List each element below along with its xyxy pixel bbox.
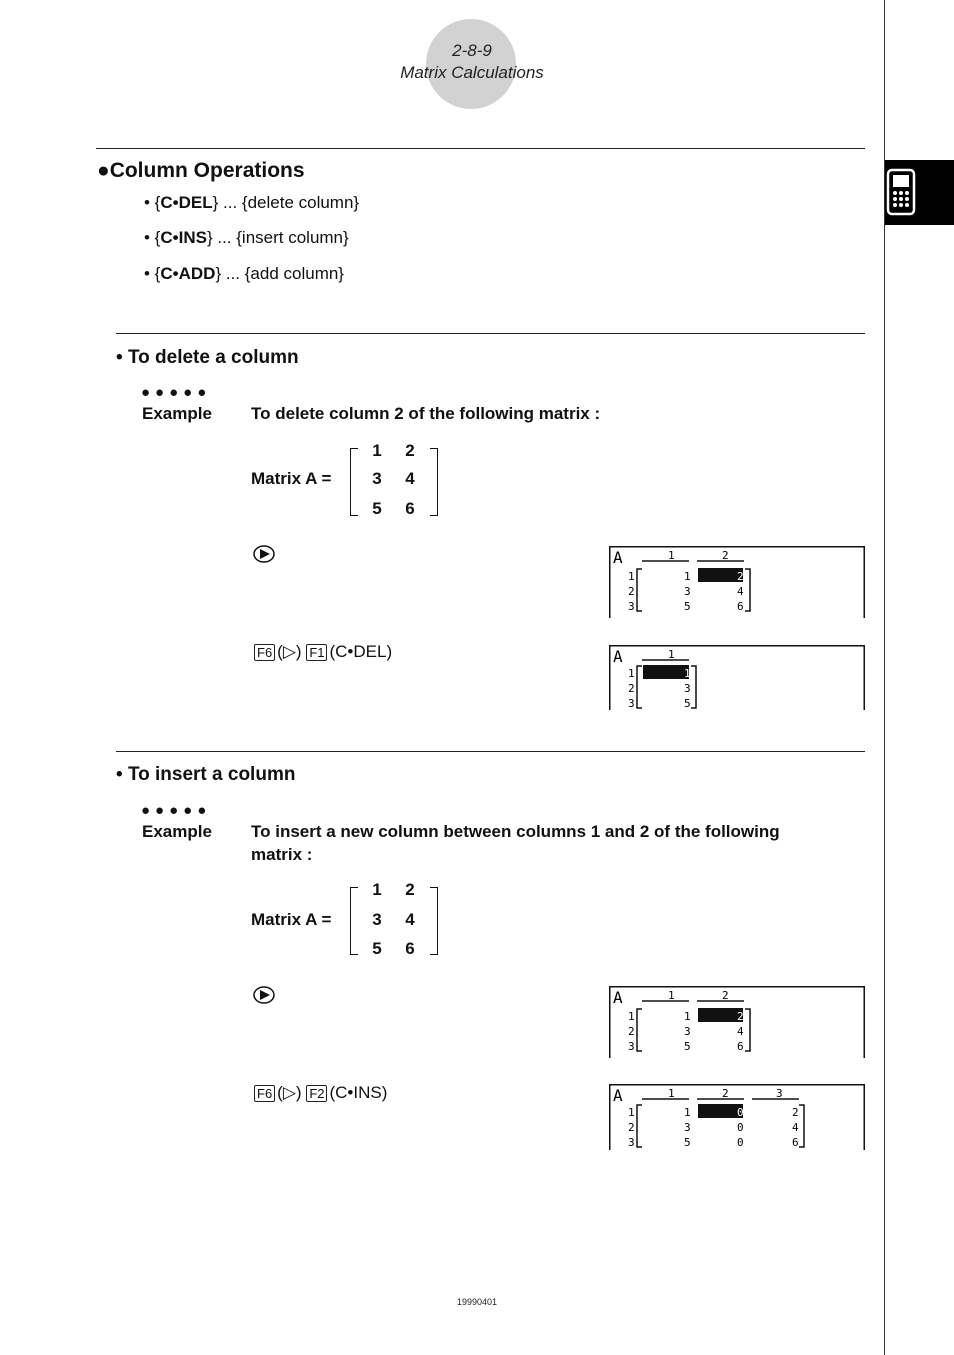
svg-text:1: 1: [628, 667, 635, 680]
svg-text:1: 1: [668, 989, 675, 1002]
svg-text:5: 5: [684, 1136, 691, 1149]
matrix-cell: 4: [405, 469, 415, 488]
svg-text:0: 0: [737, 1136, 744, 1149]
svg-text:A: A: [613, 988, 623, 1007]
example-text-line1: To insert a new column between columns 1 and 2 of the following: [251, 822, 780, 841]
svg-text:A: A: [613, 647, 623, 666]
svg-text:3: 3: [628, 697, 635, 710]
svg-text:3: 3: [628, 1040, 635, 1053]
svg-text:5: 5: [684, 697, 691, 710]
matrix-cell: 1: [372, 880, 382, 899]
svg-text:3: 3: [684, 585, 691, 598]
example-text: To delete column 2 of the following matrix :: [251, 404, 601, 423]
matrix-cell: 6: [405, 499, 415, 518]
example-dots: ●●●●●: [141, 802, 212, 819]
section-title: Column Operations: [109, 159, 305, 182]
svg-text:A: A: [613, 1086, 623, 1105]
matrix-bracket-right: [430, 887, 438, 955]
cmd-desc: ... {delete column}: [218, 193, 360, 212]
svg-text:6: 6: [737, 1040, 744, 1053]
matrix-cell: 2: [405, 441, 415, 460]
svg-text:0: 0: [737, 1106, 744, 1119]
svg-text:5: 5: [684, 1040, 691, 1053]
svg-text:1: 1: [684, 1010, 691, 1023]
svg-text:3: 3: [628, 600, 635, 613]
example-dots: ●●●●●: [141, 384, 212, 401]
svg-text:3: 3: [684, 1025, 691, 1038]
cmd-desc: ... {insert column}: [212, 228, 349, 247]
svg-text:2: 2: [722, 1087, 729, 1100]
matrix-cell: 3: [372, 469, 382, 488]
bullet: •: [116, 347, 123, 368]
play-circle-icon: [253, 544, 277, 564]
arrow-text: (▷): [277, 642, 302, 661]
svg-text:1: 1: [668, 549, 675, 562]
op-text: (C•DEL): [329, 642, 393, 661]
insert-title: To insert a column: [127, 764, 296, 785]
section-rule: [96, 148, 865, 149]
bullet: •: [116, 764, 123, 785]
insert-step2: [254, 1083, 387, 1103]
svg-text:2: 2: [628, 585, 635, 598]
delete-title: To delete a column: [127, 347, 299, 368]
cmd-name: INS: [178, 228, 207, 247]
svg-text:0: 0: [737, 1121, 744, 1134]
svg-text:1: 1: [668, 648, 675, 661]
svg-text:2: 2: [628, 1121, 635, 1134]
svg-text:4: 4: [737, 1025, 744, 1038]
side-tab: [885, 160, 954, 225]
page-number: 2-8-9: [452, 41, 492, 60]
cmd-name: DEL: [178, 193, 213, 212]
f1-key: F1: [306, 644, 327, 661]
delete-heading: [116, 347, 299, 369]
matrix-cell: 3: [372, 910, 382, 929]
cmd-prefix: C: [160, 193, 173, 212]
op-text: (C•INS): [329, 1083, 388, 1102]
svg-text:3: 3: [684, 1121, 691, 1134]
matrix-cell: 2: [405, 880, 415, 899]
footer-code: 19990401: [456, 1297, 498, 1307]
example-label: Example: [142, 404, 212, 423]
svg-text:1: 1: [628, 1010, 635, 1023]
svg-text:1: 1: [668, 1087, 675, 1100]
cmd-desc: ... {add column}: [221, 264, 344, 283]
svg-text:3: 3: [776, 1087, 783, 1100]
calc-screen-delete-after: [609, 645, 865, 710]
svg-text:1: 1: [628, 570, 635, 583]
chapter-title: Matrix Calculations: [400, 63, 544, 82]
svg-text:2: 2: [737, 1010, 744, 1023]
f6-key: F6: [254, 644, 275, 661]
matrix-bracket-left: [350, 887, 358, 955]
f2-key: F2: [306, 1085, 327, 1102]
matrix-bracket-left: [350, 448, 358, 516]
list-item-cins: • {C•INS} ... {insert column}: [144, 228, 349, 247]
svg-text:2: 2: [722, 989, 729, 1002]
insert-rule: [116, 751, 865, 752]
matrix-cell: 5: [372, 939, 382, 958]
arrow-text: (▷): [277, 1083, 302, 1102]
svg-text:1: 1: [684, 1106, 691, 1119]
svg-text:3: 3: [628, 1136, 635, 1149]
matrix-bracket-right: [430, 448, 438, 516]
svg-text:1: 1: [684, 570, 691, 583]
matrix-cell: 5: [372, 499, 382, 518]
calc-screen-insert-after: [609, 1084, 865, 1150]
cmd-prefix: C: [160, 264, 173, 283]
section-heading: [97, 159, 305, 183]
calc-screen-delete-before: [609, 546, 865, 618]
svg-text:1: 1: [628, 1106, 635, 1119]
bullet: ●: [97, 159, 110, 182]
calculator-icon: [885, 160, 954, 225]
svg-text:2: 2: [628, 682, 635, 695]
svg-text:5: 5: [684, 600, 691, 613]
insert-heading: [116, 764, 295, 786]
svg-text:2: 2: [737, 570, 744, 583]
f6-key: F6: [254, 1085, 275, 1102]
svg-text:4: 4: [737, 585, 744, 598]
matrix-label: Matrix A =: [251, 910, 332, 929]
svg-text:6: 6: [792, 1136, 799, 1149]
play-circle-icon: [253, 985, 277, 1005]
svg-text:3: 3: [684, 682, 691, 695]
svg-text:2: 2: [722, 549, 729, 562]
calc-screen-insert-before: [609, 986, 865, 1058]
matrix-label: Matrix A =: [251, 469, 332, 488]
example-text-line2: matrix :: [251, 845, 313, 864]
svg-text:6: 6: [737, 600, 744, 613]
list-item-cdel: • {C•DEL} ... {delete column}: [144, 193, 360, 212]
cmd-name: ADD: [178, 264, 216, 283]
svg-text:4: 4: [792, 1121, 799, 1134]
delete-step2: [254, 642, 392, 662]
example-label: Example: [142, 822, 212, 841]
svg-text:2: 2: [792, 1106, 799, 1119]
svg-text:A: A: [613, 548, 623, 567]
matrix-cell: 4: [405, 910, 415, 929]
svg-text:2: 2: [628, 1025, 635, 1038]
list-item-cadd: • {C•ADD} ... {add column}: [144, 264, 344, 283]
svg-text:1: 1: [684, 667, 691, 680]
delete-rule: [116, 333, 865, 334]
matrix-cell: 1: [372, 441, 382, 460]
cmd-prefix: C: [160, 228, 173, 247]
matrix-cell: 6: [405, 939, 415, 958]
